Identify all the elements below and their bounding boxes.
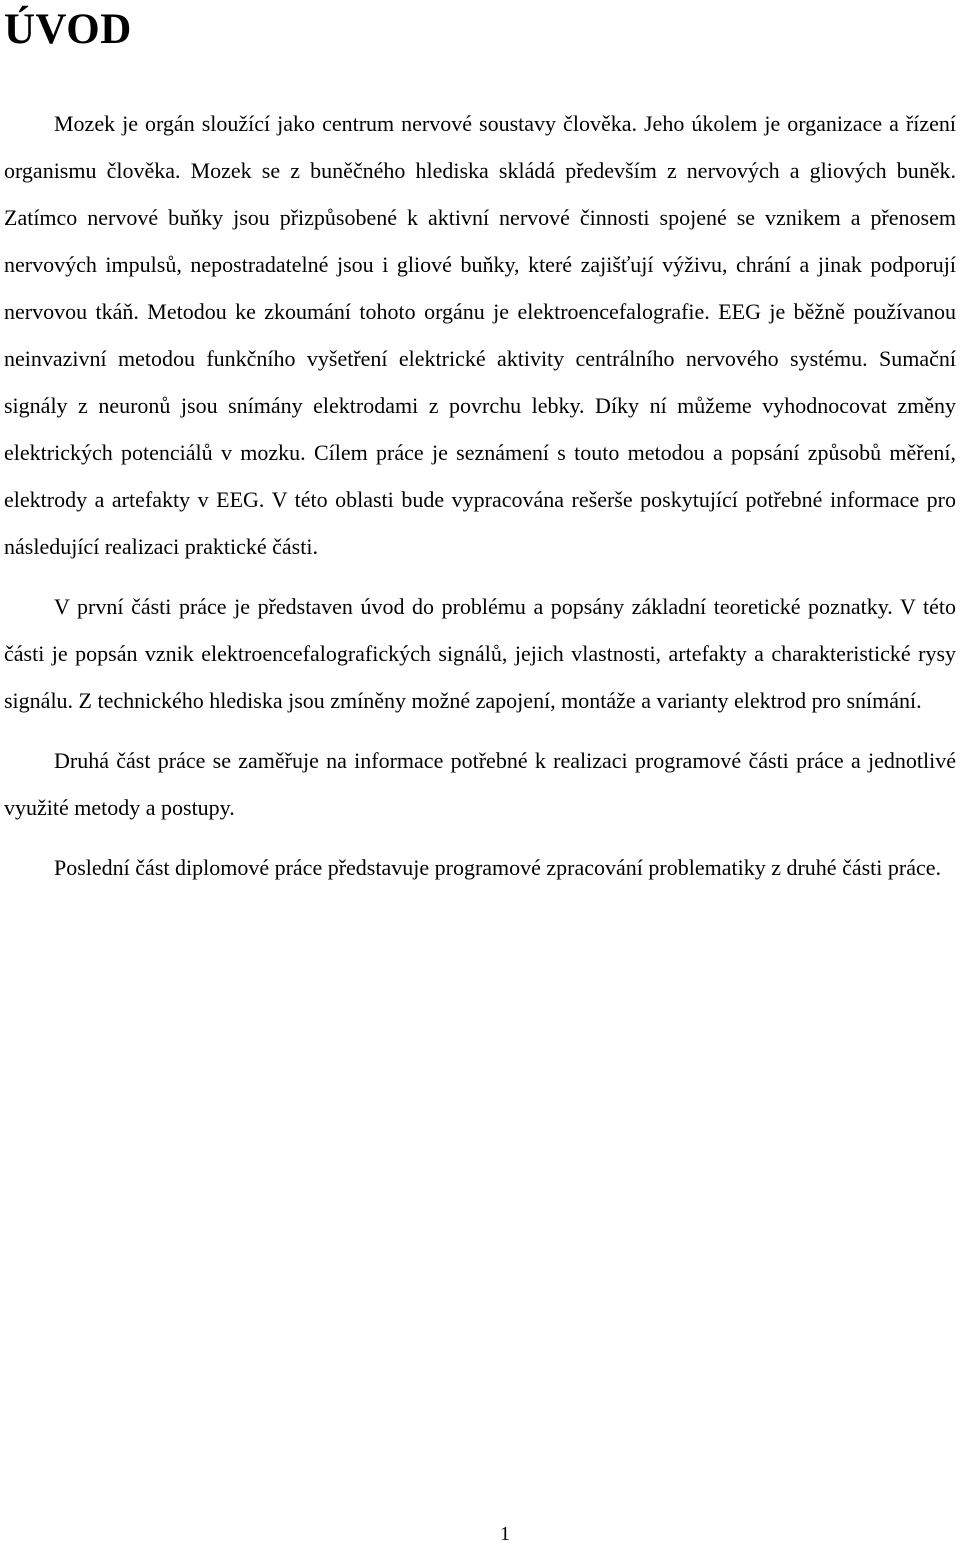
paragraph-second-part: Druhá část práce se zaměřuje na informace potřebné k realizaci programové části práce a jednotlivé využité metody a postupy.	[4, 748, 956, 820]
chapter-heading: ÚVOD	[4, 6, 132, 53]
paragraph-last-part: Poslední část diplomové práce představuje programové zpracování problematiky z druhé části práce.	[54, 855, 942, 880]
paragraph-intro: Mozek je orgán sloužící jako centrum nervové soustavy člověka. Jeho úkolem je organizace a řízení organismu člověka. Mozek se z buněčného hlediska skládá především z nervových a gliových buněk. Zatímco nervové buňky jsou přizpůsobené k aktivní nervové činnosti spojené se vznikem a přenosem nervových impulsů, nepostradatelné jsou i gliové buňky, které zajišťují výživu, chrání a jinak podporují nervovou tkáň. Metodou ke zkoumání tohoto orgánu je elektroencefalografie. EEG je běžně používanou neinvazivní metodou funkčního vyšetření elektrické aktivity centrálního nervového systému. Sumační signály z neuronů jsou snímány elektrodami z povrchu lebky. Díky ní můžeme vyhodnocovat změny elektrických potenciálů v mozku. Cílem práce je seznámení s touto metodou a popsání způsobů měření, elektrody a artefakty v EEG. V této oblasti bude vypracována rešerše poskytující potřebné informace pro následující realizaci praktické části.	[4, 111, 956, 559]
body-text	[4, 100, 956, 891]
page-number: 1	[500, 1523, 510, 1545]
paragraph-first-part: V první části práce je představen úvod do problému a popsány základní teoretické poznatky. V této části je popsán vznik elektroencefalografických signálů, jejich vlastnosti, artefakty a charakteristické rysy signálu. Z technického hlediska jsou zmíněny možné zapojení, montáže a varianty elektrod pro snímání.	[4, 594, 956, 713]
